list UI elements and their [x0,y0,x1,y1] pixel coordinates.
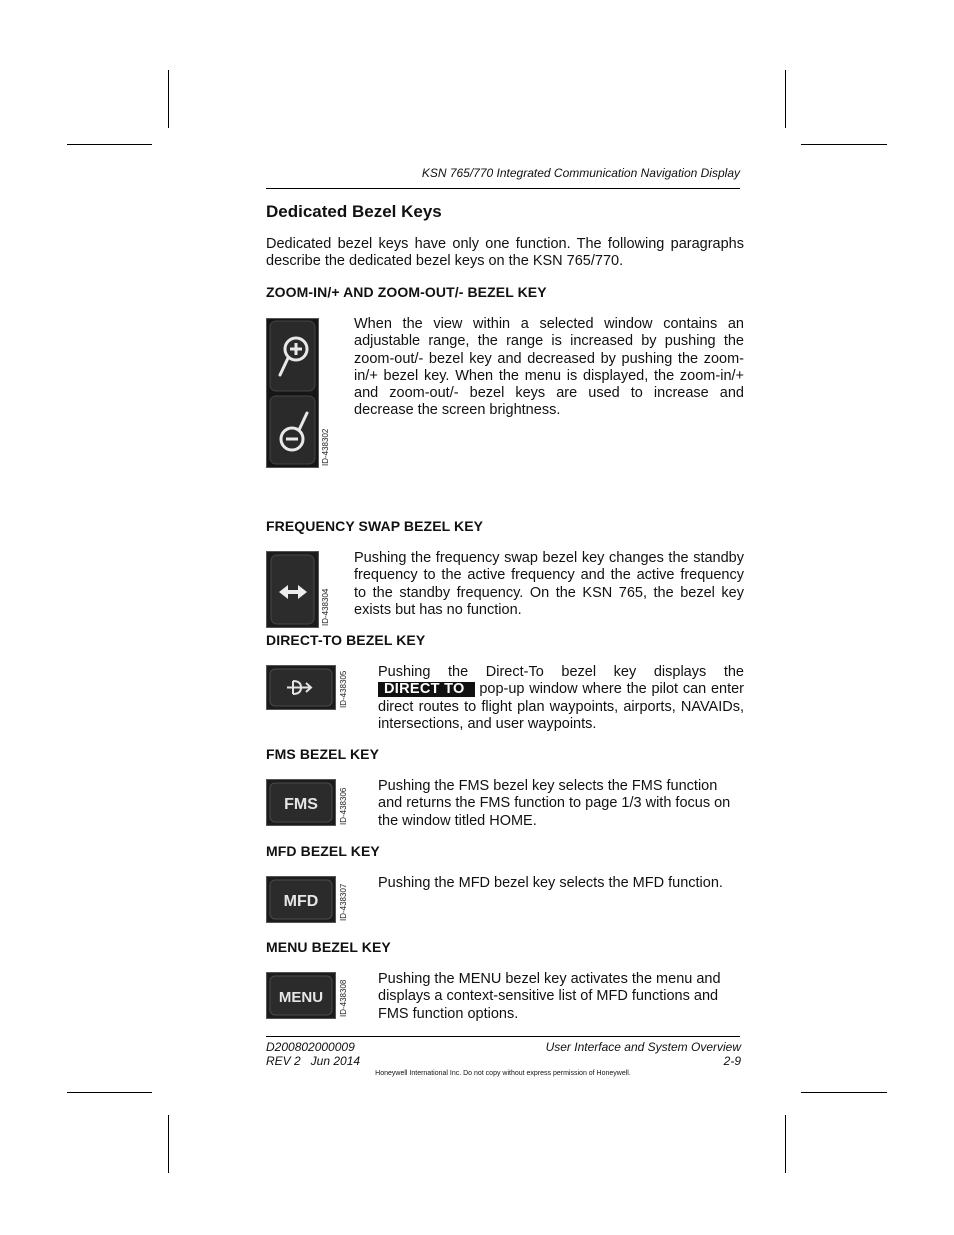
mfd-key-description: Pushing the MFD bezel key selects the MFD function. [378,875,723,891]
menu-key-heading: MENU BEZEL KEY [266,939,391,955]
zoom-key-image [266,318,319,468]
crop-mark [785,70,786,128]
direct-to-text-pre: Pushing the Direct-To bezel key displays the [378,664,744,680]
fms-key-label: FMS [284,796,318,813]
fms-key-image [266,779,336,826]
footer-doc-info [266,1040,360,1068]
copyright-notice: Honeywell International Inc. Do not copy without express permission of Honeywell. [375,1070,631,1077]
crop-mark [785,1115,786,1173]
crop-mark [801,1092,887,1093]
crop-mark [168,1115,169,1173]
freq-swap-heading: FREQUENCY SWAP BEZEL KEY [266,518,484,534]
menu-key-description: Pushing the MENU bezel key activates the menu and displays a context-sensitive list of MFD functions and FMS function options. [378,971,721,1022]
crop-mark [801,144,887,145]
freq-swap-key-image [266,551,319,628]
footer-rule [266,1036,740,1037]
menu-key-label: MENU [278,989,324,1006]
direct-to-badge: DIRECT TO [378,682,475,697]
fms-key-description: Pushing the FMS bezel key selects the FMS function and returns the FMS function to page 1/3 with focus on the window titled HOME. [378,778,731,829]
figure-id: ID-438306 [339,787,348,825]
crop-mark [168,70,169,128]
freq-swap-description: Pushing the frequency swap bezel key changes the standby frequency to the active frequency and the active frequency to the standby frequency. On the KSN 765, the bezel key exists but has no function. [354,550,744,618]
running-header: KSN 765/770 Integrated Communication Navigation Display [421,166,740,180]
figure-id: ID-438305 [339,670,348,708]
zoom-key-heading: ZOOM-IN/+ AND ZOOM-OUT/- BEZEL KEY [266,284,547,300]
mfd-key-image [266,876,336,923]
zoom-key-description: When the view within a selected window contains an adjustable range, the range is increased by pushing the zoom-out/- bezel key and decreased by pushing the zoom-in/+ bezel key. When the menu is displayed, the zoom-in/+ and zoom-out/- bezel keys are used to increase and decrease the screen brightness. [354,316,744,419]
section-title: Dedicated Bezel Keys [266,202,442,221]
figure-id: ID-438307 [339,883,348,921]
mfd-key-label: MFD [283,893,319,910]
revision: REV 2 Jun 2014 [266,1054,361,1068]
intro-paragraph: Dedicated bezel keys have only one function. The following paragraphs describe the dedicated bezel keys on the KSN 765/770. [266,236,744,270]
figure-id: ID-438302 [321,428,330,466]
crop-mark [67,1092,152,1093]
direct-to-text-post: pop-up window where the pilot can enter direct routes to flight plan waypoints, airports, NAVAIDs, intersections, and user waypoints. [378,681,744,732]
menu-key-image [266,972,336,1019]
mfd-key-heading: MFD BEZEL KEY [266,843,380,859]
fms-key-heading: FMS BEZEL KEY [266,746,380,762]
direct-to-heading: DIRECT-TO BEZEL KEY [266,632,426,648]
footer-page-info [466,1040,741,1068]
figure-id: ID-438304 [321,588,330,626]
page-number: 2-9 [723,1054,741,1068]
header-rule [266,188,740,189]
figure-id: ID-438308 [339,979,348,1017]
doc-number: D200802000009 [266,1040,355,1054]
crop-mark [67,144,152,145]
direct-to-key-image [266,665,336,710]
direct-to-description [378,664,744,733]
chapter-title: User Interface and System Overview [545,1040,741,1054]
